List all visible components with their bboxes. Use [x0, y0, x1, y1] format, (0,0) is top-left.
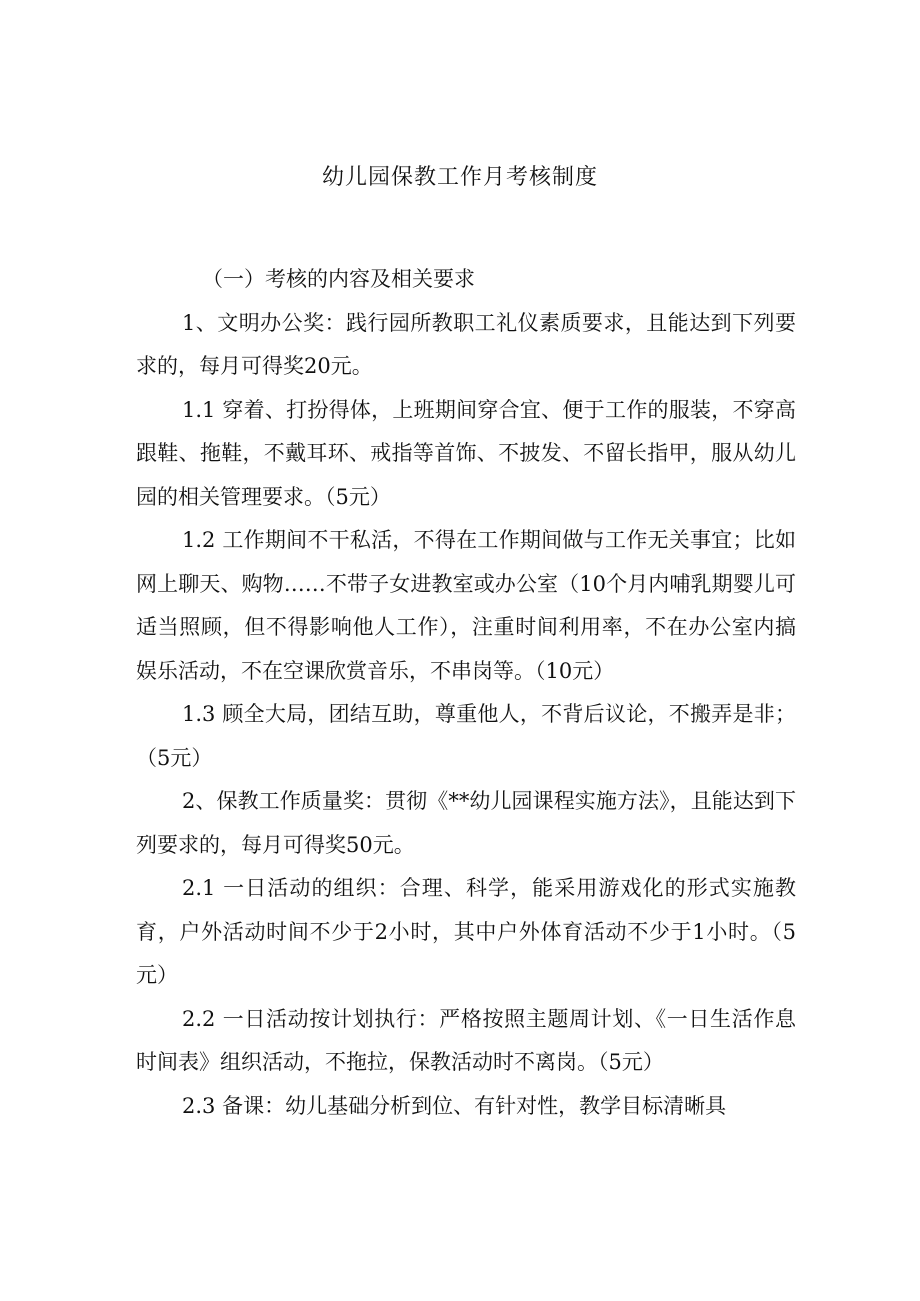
- paragraph-civilized-office-award: 1、文明办公奖：践行园所教职工礼仪素质要求，且能达到下列要求的，每月可得奖20元。: [136, 310, 796, 378]
- paragraph-item-2-2: 2.2 一日活动按计划执行：严格按照主题周计划、《一日生活作息时间表》组织活动，不拖拉，保教活动时不离岗。（5元）: [136, 1006, 796, 1074]
- paragraph-item-1-3: 1.3 顾全大局，团结互助，尊重他人，不背后议论，不搬弄是非；（5元）: [136, 702, 796, 770]
- document-body: [136, 258, 796, 1128]
- section-heading: （一）考核的内容及相关要求: [202, 267, 475, 291]
- paragraph-item-1-1: 1.1 穿着、打扮得体，上班期间穿合宜、便于工作的服装，不穿高跟鞋、拖鞋，不戴耳环、戒指等首饰、不披发、不留长指甲，服从幼儿园的相关管理要求。（5元）: [136, 397, 796, 509]
- paragraph-item-1-2: 1.2 工作期间不干私活，不得在工作期间做与工作无关事宜；比如网上聊天、购物……不带子女进教室或办公室（10个月内哺乳期婴儿可适当照顾，但不得影响他人工作），注重时间利用率，不在办公室内搞娱乐活动，不在空课欣赏音乐，不串岗等。（10元）: [136, 528, 796, 683]
- document-title: 幼儿园保教工作月考核制度: [321, 165, 598, 190]
- paragraph-item-2-1: 2.1 一日活动的组织：合理、科学，能采用游戏化的形式实施教育，户外活动时间不少于2小时，其中户外体育活动不少于1小时。（5元）: [136, 876, 796, 987]
- paragraph-care-quality-award: 2、保教工作质量奖：贯彻《**幼儿园课程实施方法》，且能达到下列要求的，每月可得奖50元。: [136, 789, 796, 857]
- paragraph-item-2-3: 2.3 备课：幼儿基础分析到位、有针对性，教学目标清晰具: [182, 1093, 727, 1118]
